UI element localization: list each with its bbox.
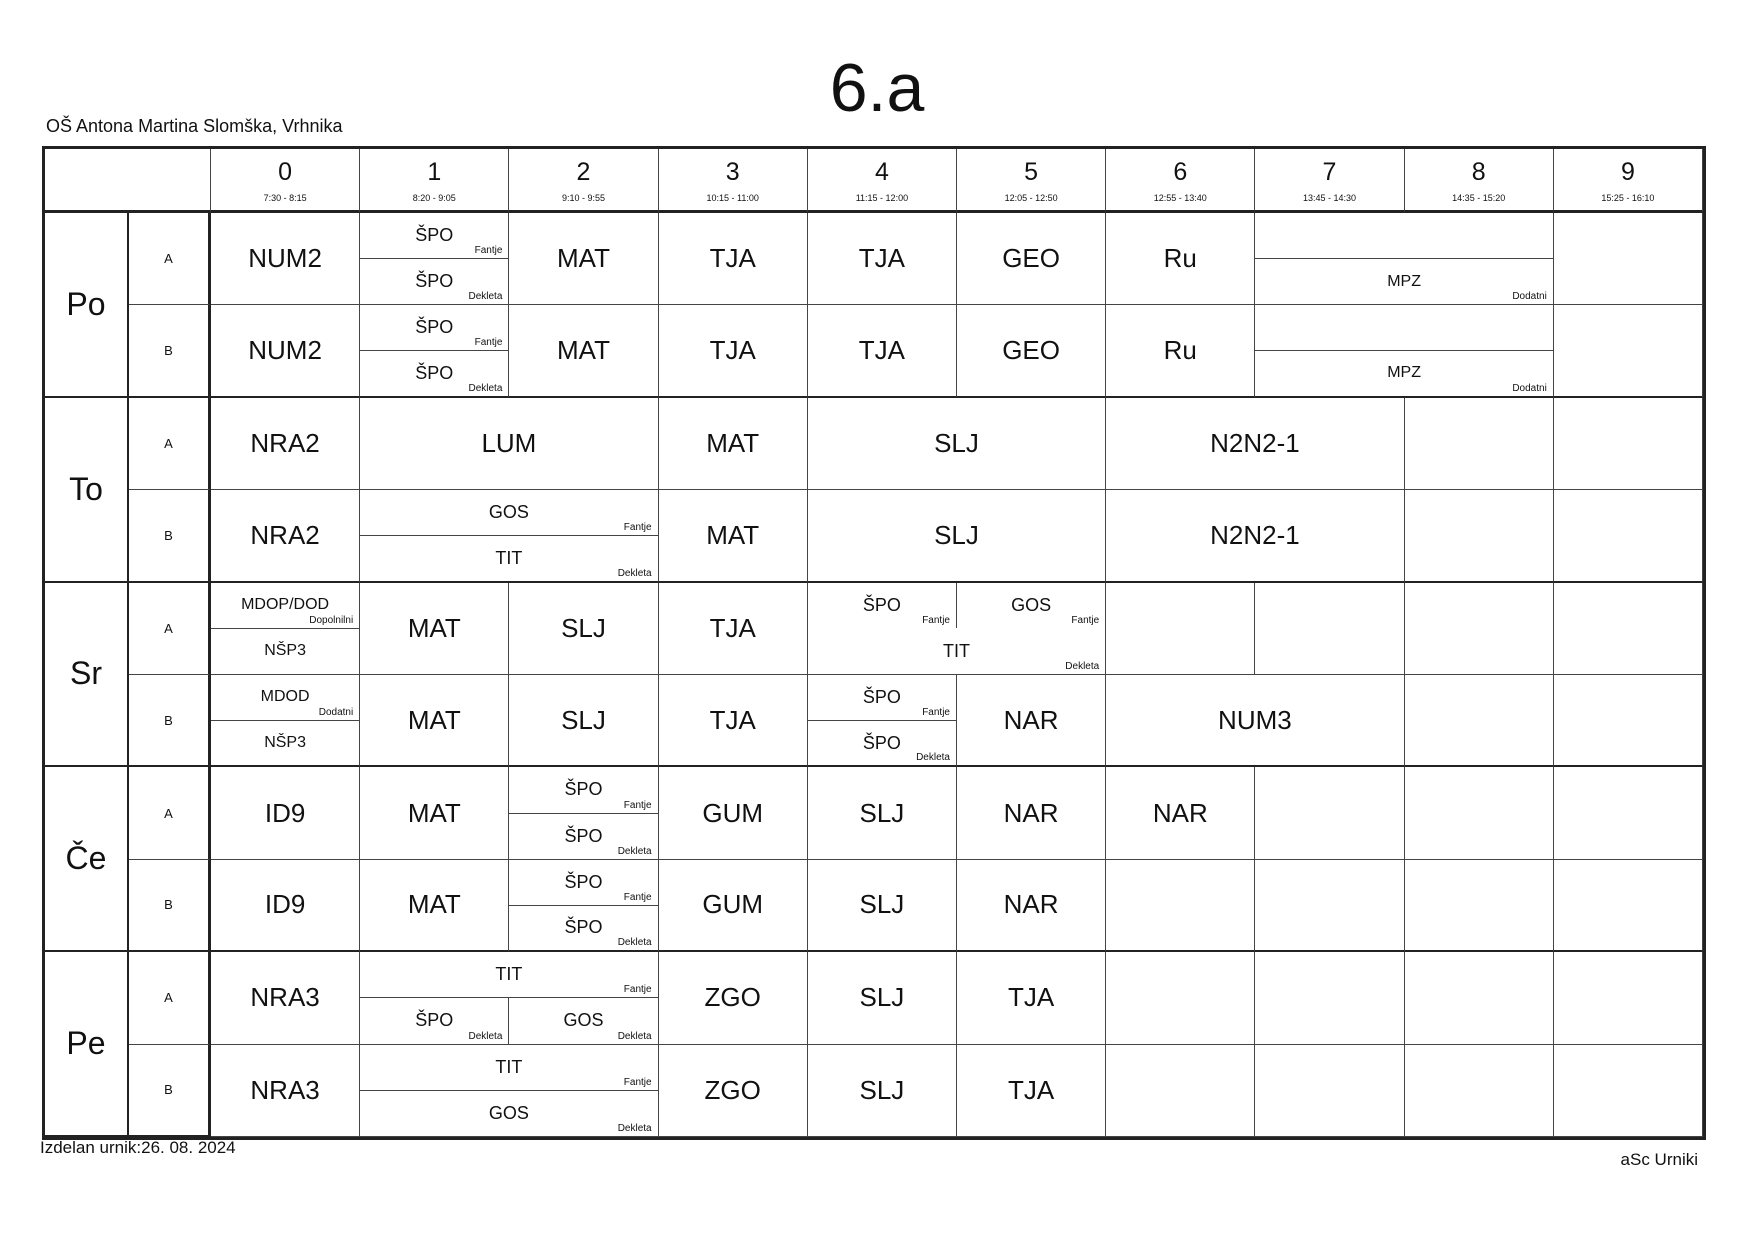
split-lesson-cell: [360, 213, 509, 305]
empty-cell: [1405, 398, 1554, 490]
lesson-cell: TJA: [957, 1045, 1106, 1137]
lesson-cell: NAR: [957, 767, 1106, 859]
lesson-half: [808, 628, 1105, 674]
empty-cell: [1554, 675, 1703, 767]
lesson-subject: ŠPO: [564, 825, 603, 846]
lesson-cell: TJA: [659, 675, 808, 767]
lesson-subject: MPZ: [1387, 364, 1421, 382]
lesson-cell: N2N2-1: [1106, 398, 1404, 490]
split-lesson-cell: [1255, 213, 1553, 305]
software-credit: aSc Urniki: [1620, 1150, 1698, 1169]
lesson-cell: SLJ: [808, 860, 957, 952]
lesson-group-tag: Dopolnilni: [309, 614, 354, 626]
period-header: [1106, 149, 1255, 213]
lesson-subject: GOS: [488, 502, 529, 523]
lesson-half: [211, 583, 359, 628]
period-header: [1405, 149, 1554, 213]
lesson-group-tag: Dekleta: [468, 382, 503, 394]
split-lesson-cell: [360, 952, 658, 1044]
period-time: 7:30 - 8:15: [263, 192, 307, 203]
period-header: [1554, 149, 1703, 213]
lesson-cell: NAR: [1106, 767, 1255, 859]
lesson-cell: TJA: [659, 305, 808, 397]
group-label-a: A: [129, 583, 211, 675]
period-time: 10:15 - 11:00: [706, 192, 759, 203]
period-time: 14:35 - 15:20: [1452, 192, 1506, 203]
lesson-group-tag: Fantje: [623, 891, 652, 903]
empty-cell: [1554, 583, 1703, 675]
day-label: Sr: [45, 583, 129, 768]
lesson-subject: ŠPO: [415, 1010, 454, 1031]
lesson-subject: MDOP/DOD: [241, 596, 330, 614]
school-name: OŠ Antona Martina Slomška, Vrhnika: [46, 116, 343, 136]
split-lesson-cell: [509, 860, 658, 952]
lesson-group-tag: Fantje: [1071, 615, 1100, 627]
lesson-cell: SLJ: [808, 1045, 957, 1137]
lesson-cell: NRA2: [211, 490, 360, 582]
empty-cell: [1554, 398, 1703, 490]
empty-cell: [1106, 1045, 1255, 1137]
lesson-group-tag: Fantje: [623, 521, 652, 533]
lesson-cell: MAT: [509, 213, 658, 305]
lesson-cell: GUM: [659, 767, 808, 859]
group-label-b: B: [129, 675, 211, 767]
period-number: 3: [725, 157, 740, 186]
empty-cell: [1405, 490, 1554, 582]
lesson-half: [509, 813, 657, 859]
lesson-group-tag: Fantje: [623, 984, 652, 996]
lesson-cell: Ru: [1106, 305, 1255, 397]
lesson-half: [509, 905, 657, 951]
lesson-group-tag: Dekleta: [617, 567, 652, 579]
empty-cell: [1554, 490, 1703, 582]
period-header: [509, 149, 658, 213]
lesson-subject: ŠPO: [564, 871, 603, 892]
lesson-group-tag: Fantje: [474, 337, 503, 349]
lesson-half: [808, 675, 956, 720]
lesson-subject: ŠPO: [862, 594, 901, 615]
lesson-group-tag: Dodatni: [1512, 291, 1547, 303]
day-label: Če: [45, 767, 129, 952]
period-number: 0: [278, 157, 293, 186]
group-label-a: A: [129, 398, 211, 490]
lesson-cell: ID9: [211, 860, 360, 952]
empty-cell: [1106, 860, 1255, 952]
lesson-subject: ŠPO: [862, 686, 901, 707]
lesson-cell: NAR: [957, 860, 1106, 952]
lesson-subject: TIT: [495, 964, 523, 985]
lesson-half: [360, 258, 508, 304]
group-label-a: A: [129, 767, 211, 859]
lesson-group-tag: Dekleta: [468, 1030, 503, 1042]
lesson-cell: TJA: [808, 213, 957, 305]
split-lesson-cell: [360, 1045, 658, 1137]
lesson-subject: GOS: [488, 1102, 529, 1123]
corner-cell: [45, 149, 211, 213]
lesson-group-tag: Fantje: [922, 706, 950, 718]
lesson-group-tag: Dekleta: [617, 845, 652, 857]
lesson-cell: SLJ: [509, 583, 658, 675]
empty-cell: [1255, 583, 1404, 675]
period-time: 8:20 - 9:05: [412, 192, 456, 203]
lesson-group-tag: Dodatni: [1512, 382, 1547, 394]
lesson-cell: NRA2: [211, 398, 360, 490]
split-lesson-cell: [808, 583, 1106, 675]
empty-cell: [1405, 675, 1554, 767]
split-lesson-cell: [360, 490, 658, 582]
lesson-half: [360, 350, 508, 396]
empty-cell: [1405, 767, 1554, 859]
lesson-subject: ŠPO: [415, 317, 454, 338]
period-time: 12:55 - 13:40: [1153, 192, 1207, 203]
lesson-subject: ŠPO: [415, 362, 454, 383]
lesson-cell: NRA3: [211, 1045, 360, 1137]
empty-cell: [1554, 1045, 1703, 1137]
lesson-cell: MAT: [360, 767, 509, 859]
lesson-cell: N2N2-1: [1106, 490, 1404, 582]
period-header: [211, 149, 360, 213]
lesson-cell: NUM2: [211, 213, 360, 305]
split-bottom-row: [360, 997, 657, 1043]
group-label-a: A: [129, 213, 211, 305]
lesson-half: [360, 305, 508, 350]
lesson-subject: MPZ: [1387, 272, 1421, 290]
period-number: 1: [427, 157, 442, 186]
lesson-group-tag: Fantje: [474, 245, 503, 257]
period-header: [808, 149, 957, 213]
lesson-cell: LUM: [360, 398, 658, 490]
lesson-cell: NUM2: [211, 305, 360, 397]
group-label-b: B: [129, 860, 211, 952]
lesson-group-tag: Dekleta: [617, 1030, 652, 1042]
lesson-cell: TJA: [808, 305, 957, 397]
lesson-subject: TIT: [495, 547, 523, 568]
day-label: Po: [45, 213, 129, 398]
lesson-half: [360, 1090, 657, 1136]
lesson-cell: MAT: [509, 305, 658, 397]
lesson-half: [1255, 305, 1552, 350]
lesson-half: [211, 720, 359, 766]
empty-cell: [1255, 767, 1404, 859]
lesson-half: [509, 860, 657, 905]
lesson-cell: GEO: [957, 305, 1106, 397]
empty-cell: [1554, 213, 1703, 305]
lesson-group-tag: Fantje: [623, 799, 652, 811]
lesson-subject: NŠP3: [264, 642, 306, 660]
empty-cell: [1405, 1045, 1554, 1137]
period-number: 5: [1024, 157, 1039, 186]
lesson-half: [956, 583, 1105, 629]
lesson-half: [1255, 213, 1552, 258]
lesson-group-tag: Dekleta: [468, 291, 503, 303]
lesson-subject: GOS: [563, 1010, 604, 1031]
lesson-half: [508, 998, 657, 1043]
lesson-subject: ŠPO: [564, 779, 603, 800]
group-label-b: B: [129, 1045, 211, 1137]
lesson-group-tag: Dekleta: [916, 752, 950, 764]
split-lesson-cell: [211, 675, 360, 767]
lesson-half: [360, 952, 657, 997]
lesson-subject: NŠP3: [264, 734, 306, 752]
lesson-subject: ŠPO: [415, 271, 454, 292]
lesson-half: [808, 583, 956, 629]
lesson-half: [1255, 350, 1552, 396]
lesson-cell: SLJ: [808, 767, 957, 859]
lesson-cell: MAT: [659, 490, 808, 582]
lesson-cell: TJA: [957, 952, 1106, 1044]
lesson-cell: GUM: [659, 860, 808, 952]
lesson-cell: SLJ: [509, 675, 658, 767]
empty-cell: [1255, 860, 1404, 952]
empty-cell: [1554, 952, 1703, 1044]
lesson-cell: TJA: [659, 213, 808, 305]
empty-cell: [1106, 583, 1255, 675]
split-lesson-cell: [509, 767, 658, 859]
group-label-a: A: [129, 952, 211, 1044]
empty-cell: [1255, 952, 1404, 1044]
lesson-half: [360, 213, 508, 258]
day-label: Pe: [45, 952, 129, 1137]
split-lesson-cell: [1255, 305, 1553, 397]
lesson-cell: MAT: [360, 583, 509, 675]
lesson-cell: MAT: [360, 860, 509, 952]
period-time: 13:45 - 14:30: [1302, 192, 1357, 203]
lesson-half: [360, 535, 657, 581]
lesson-cell: MAT: [360, 675, 509, 767]
lesson-half: [360, 490, 657, 535]
lesson-subject: ŠPO: [564, 917, 603, 938]
empty-cell: [1405, 952, 1554, 1044]
lesson-half: [360, 1045, 657, 1090]
split-lesson-cell: [808, 675, 957, 767]
period-number: 4: [874, 157, 889, 186]
period-time: 11:15 - 12:00: [855, 192, 909, 203]
empty-cell: [1554, 305, 1703, 397]
lesson-half: [1255, 258, 1552, 304]
lesson-cell: GEO: [957, 213, 1106, 305]
created-date: Izdelan urnik:26. 08. 2024: [40, 1138, 236, 1157]
lesson-subject: ŠPO: [862, 732, 901, 753]
lesson-subject: TIT: [495, 1056, 523, 1077]
lesson-half: [211, 675, 359, 720]
lesson-subject: ŠPO: [415, 225, 454, 246]
period-time: 9:10 - 9:55: [561, 192, 605, 203]
empty-cell: [1405, 860, 1554, 952]
lesson-cell: NUM3: [1106, 675, 1404, 767]
period-number: 8: [1471, 157, 1486, 186]
period-number: 2: [576, 157, 591, 186]
lesson-half: [360, 998, 508, 1043]
lesson-group-tag: Fantje: [922, 615, 950, 627]
lesson-cell: SLJ: [808, 490, 1106, 582]
lesson-cell: SLJ: [808, 952, 957, 1044]
lesson-cell: ZGO: [659, 952, 808, 1044]
split-top-row: [808, 583, 1105, 629]
lesson-subject: MDOD: [260, 688, 310, 706]
group-label-b: B: [129, 305, 211, 397]
period-header: [360, 149, 509, 213]
page-title: 6.a: [829, 50, 925, 126]
lesson-cell: ZGO: [659, 1045, 808, 1137]
day-label: To: [45, 398, 129, 583]
lesson-cell: NRA3: [211, 952, 360, 1044]
period-header: [1255, 149, 1404, 213]
lesson-group-tag: Dekleta: [617, 937, 652, 949]
lesson-half: [808, 720, 956, 766]
empty-cell: [1554, 767, 1703, 859]
lesson-subject: TIT: [942, 640, 970, 661]
period-number: 9: [1620, 157, 1635, 186]
empty-cell: [1106, 952, 1255, 1044]
lesson-group-tag: Dodatni: [318, 706, 354, 718]
lesson-subject: GOS: [1011, 594, 1052, 615]
split-lesson-cell: [211, 583, 360, 675]
split-lesson-cell: [360, 305, 509, 397]
lesson-half: [211, 628, 359, 674]
period-header: [957, 149, 1106, 213]
lesson-group-tag: Fantje: [623, 1076, 652, 1088]
period-number: 7: [1322, 157, 1337, 186]
lesson-cell: SLJ: [808, 398, 1106, 490]
lesson-cell: TJA: [659, 583, 808, 675]
lesson-cell: MAT: [659, 398, 808, 490]
period-time: 12:05 - 12:50: [1004, 192, 1058, 203]
lesson-group-tag: Dekleta: [1065, 661, 1100, 672]
empty-cell: [1405, 583, 1554, 675]
lesson-group-tag: Dekleta: [617, 1123, 652, 1134]
period-header: [659, 149, 808, 213]
empty-cell: [1554, 860, 1703, 952]
period-time: 15:25 - 16:10: [1601, 192, 1655, 203]
period-number: 6: [1173, 157, 1188, 186]
lesson-cell: NAR: [957, 675, 1106, 767]
lesson-cell: ID9: [211, 767, 360, 859]
lesson-half: [509, 767, 657, 812]
lesson-cell: Ru: [1106, 213, 1255, 305]
timetable-grid: [42, 146, 1706, 1140]
empty-cell: [1255, 1045, 1404, 1137]
group-label-b: B: [129, 490, 211, 582]
